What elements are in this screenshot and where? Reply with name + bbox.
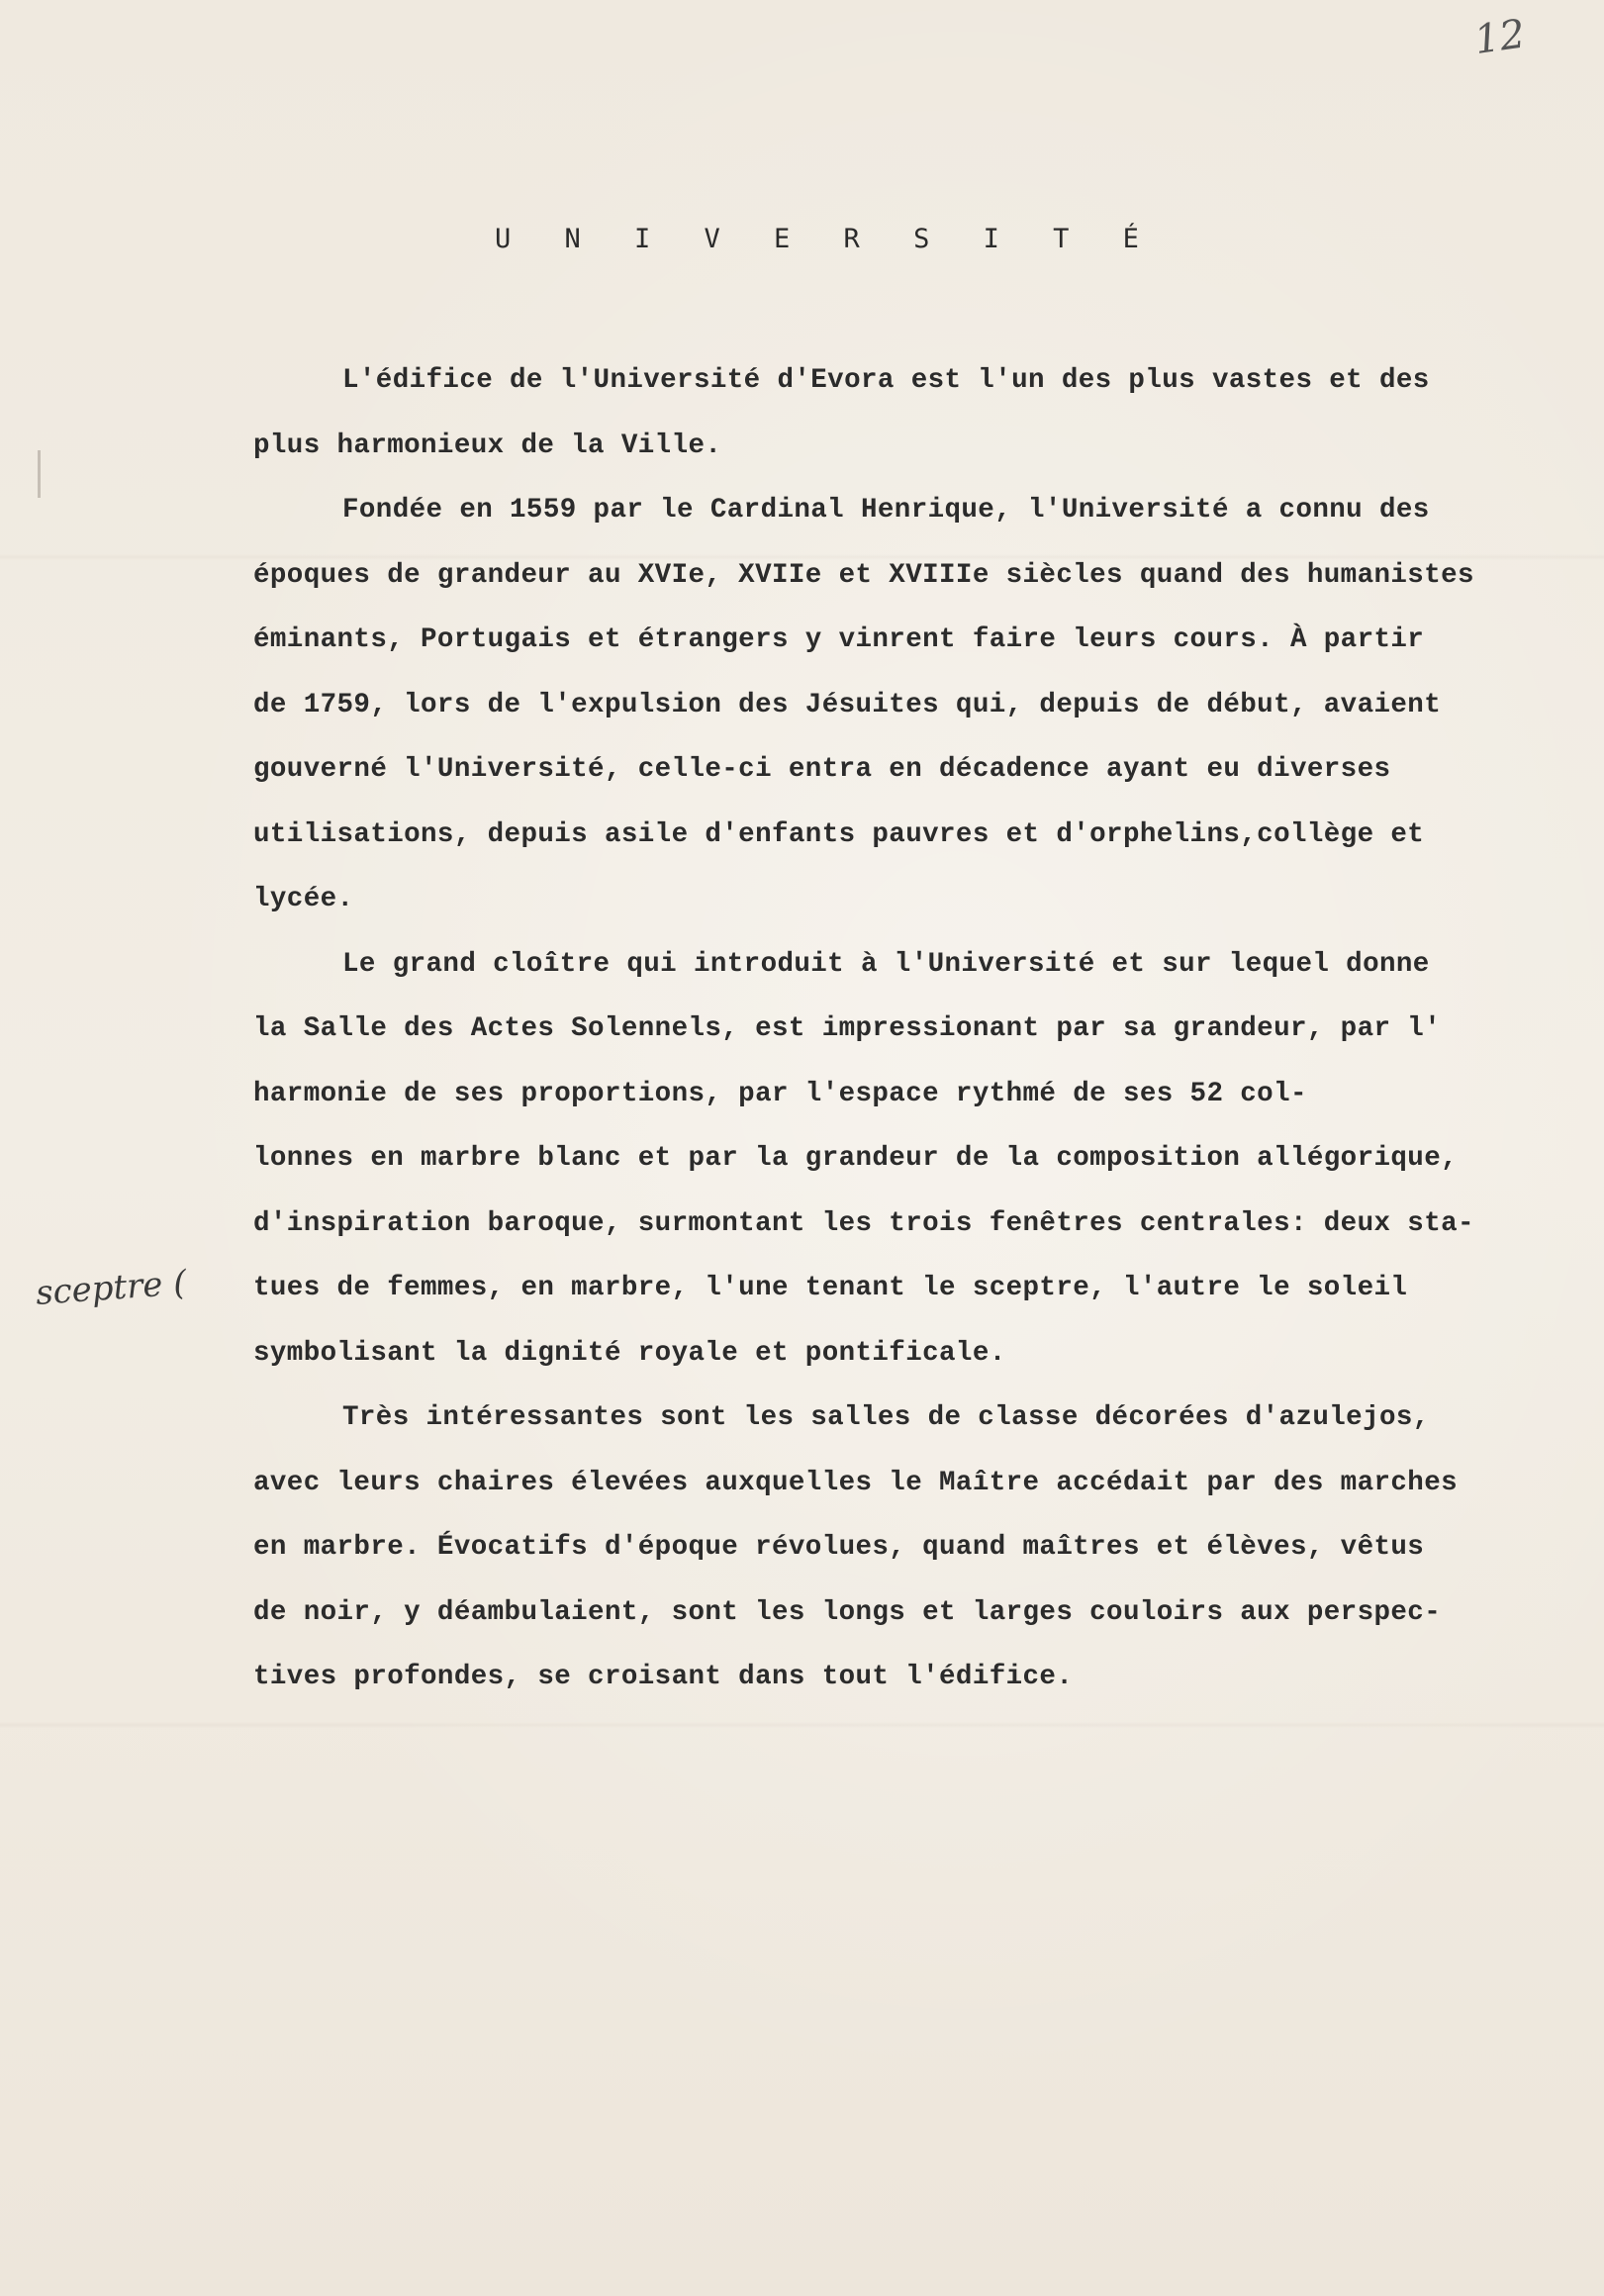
text-line: de 1759, lors de l'expulsion des Jésuites qui, depuis de début, avaient xyxy=(253,689,1442,720)
paragraph-4 xyxy=(253,1386,1569,1710)
text-line: de noir, y déambulaient, sont les longs et larges couloirs aux perspec- xyxy=(253,1596,1442,1628)
margin-annotation: sceptre ( xyxy=(34,1263,188,1313)
paragraph-3 xyxy=(253,932,1569,1387)
text-line: d'inspiration baroque, surmontant les trois fenêtres centrales: deux sta- xyxy=(253,1207,1474,1239)
paper-fold xyxy=(0,1722,1604,1728)
paragraph-1 xyxy=(253,348,1569,478)
text-line: plus harmonieux de la Ville. xyxy=(253,430,722,461)
text-line: avec leurs chaires élevées auxquelles le Maître accédait par des marches xyxy=(253,1467,1458,1498)
pencil-mark xyxy=(38,450,41,498)
text-line: gouverné l'Université, celle-ci entra en décadence ayant eu diverses xyxy=(253,754,1391,785)
text-line: éminants, Portugais et étrangers y vinrent faire leurs cours. À partir xyxy=(253,624,1425,655)
text-line: L'édifice de l'Université d'Evora est l'un des plus vastes et des xyxy=(342,365,1430,396)
text-line: en marbre. Évocatifs d'époque révolues, quand maîtres et élèves, vêtus xyxy=(253,1532,1425,1563)
text-line: époques de grandeur au XVIe, XVIIe et XVIIIe siècles quand des humanistes xyxy=(253,559,1474,591)
document-body xyxy=(253,348,1569,1710)
text-line: la Salle des Actes Solennels, est impressionant par sa grandeur, par l' xyxy=(253,1013,1442,1044)
text-line: tues de femmes, en marbre, l'une tenant le sceptre, l'autre le soleil xyxy=(253,1273,1408,1303)
text-line: utilisations, depuis asile d'enfants pauvres et d'orphelins,collège et xyxy=(253,818,1425,850)
text-line: tives profondes, se croisant dans tout l'édifice. xyxy=(253,1662,1074,1692)
text-line: lycée. xyxy=(253,884,354,914)
text-line: Fondée en 1559 par le Cardinal Henrique, l'Université a connu des xyxy=(342,495,1430,526)
text-line: harmonie de ses proportions, par l'espace rythmé de ses 52 col- xyxy=(253,1078,1307,1109)
page-number: 12 xyxy=(1471,11,1529,64)
document-title: U N I V E R S I T É xyxy=(495,224,1158,254)
text-line: Très intéressantes sont les salles de classe décorées d'azulejos, xyxy=(342,1402,1430,1433)
paragraph-2 xyxy=(253,478,1569,932)
text-line: Le grand cloître qui introduit à l'Université et sur lequel donne xyxy=(342,948,1430,980)
text-line: lonnes en marbre blanc et par la grandeur de la composition allégorique, xyxy=(253,1143,1458,1174)
text-line: symbolisant la dignité royale et pontificale. xyxy=(253,1337,1006,1369)
